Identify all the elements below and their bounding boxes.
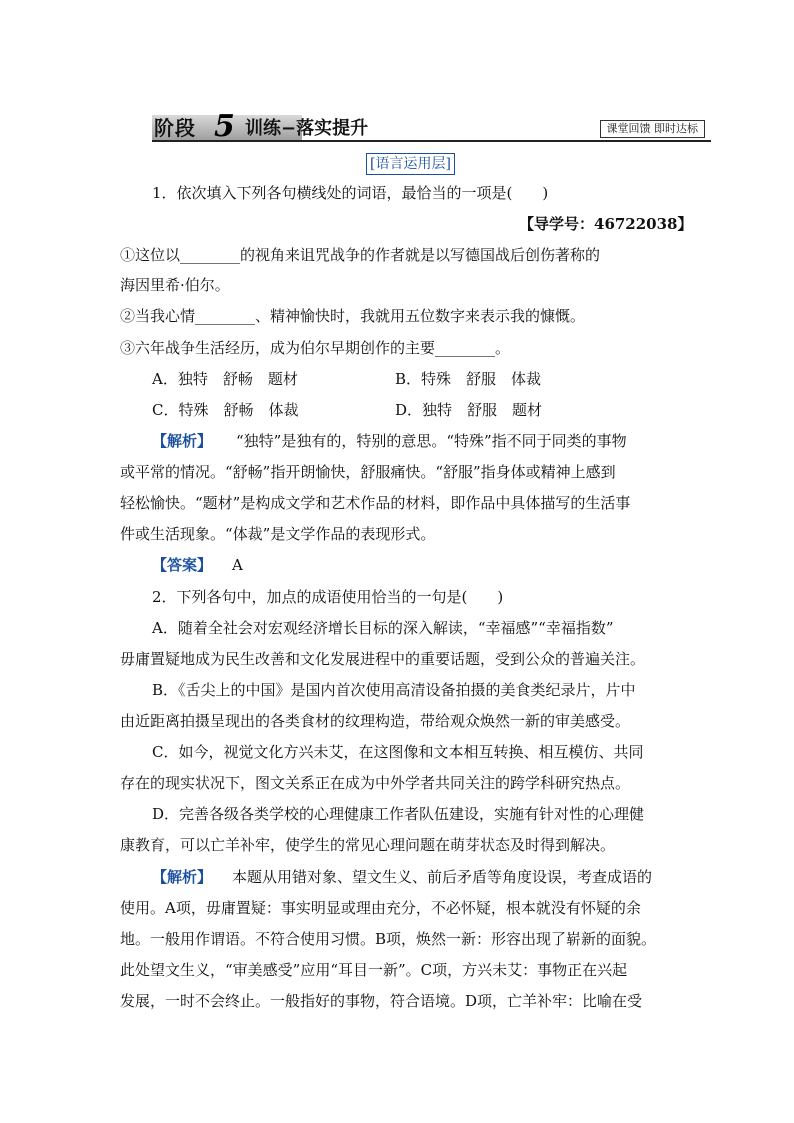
q2-option-a-line-2: 毋庸置疑地成为民生改善和文化发展进程中的重要话题，受到公众的普遍关注。 <box>120 650 646 668</box>
stage-banner <box>152 109 711 144</box>
q1-analysis-line-4: 件或生活现象。“体裁”是文学作品的表现形式。 <box>120 525 436 543</box>
q1-stem: 1．依次填入下列各句横线处的词语，最恰当的一项是( ) <box>152 184 549 202</box>
q1-option-a: A．独特 舒畅 题材 <box>152 370 298 388</box>
q1-analysis-line-2: 或平常的情况。“舒畅”指开朗愉快，舒服痛快。“舒服”指身体或精神上感到 <box>120 463 616 481</box>
q2-option-c-line-1: C．如今，视觉文化方兴未艾，在这图像和文本相互转换、相互模仿、共同 <box>152 743 644 761</box>
q2-analysis-line-2: 使用。A项，毋庸置疑：事实明显或理由充分，不必怀疑，根本就没有怀疑的余 <box>120 899 641 917</box>
q2-option-b-line-2: 由近距离拍摄呈现出的各类食材的纹理构造，带给观众焕然一新的审美感受。 <box>120 712 631 730</box>
q2-option-c-line-2: 存在的现实状况下，图文关系正在成为中外学者共同关注的跨学科研究热点。 <box>120 774 631 792</box>
q1-option-b: B．特殊 舒服 体裁 <box>395 370 542 388</box>
q2-analysis-line-3: 地。一般用作谓语。不符合使用习惯。B项，焕然一新：形容出现了崭新的面貌。 <box>120 930 657 948</box>
q2-stem: 2．下列各句中，加点的成语使用恰当的一句是( ) <box>152 588 504 606</box>
stage-number: 5 <box>214 109 235 144</box>
q2-analysis-line-4: 此处望文生义，“审美感受”应用“耳目一新”。C项，方兴未艾：事物正在兴起 <box>120 961 628 979</box>
q2-option-d-line-2: 康教育，可以亡羊补牢，使学生的常见心理问题在萌芽状态及时得到解决。 <box>120 836 616 854</box>
section-label: [语言运用层] <box>366 153 455 175</box>
q2-analysis-line-1: 本题从用错对象、望文生义、前后矛盾等角度设误，考查成语的 <box>232 868 653 886</box>
guide-number: 【导学号：46722038】 <box>519 215 693 233</box>
q1-sentence-2: ②当我心情________、精神愉快时，我就用五位数字来表示我的慷慨。 <box>120 307 586 325</box>
q1-sentence-1a: ①这位以________的视角来诅咒战争的作者就是以写德国战后创伤著称的 <box>120 246 601 264</box>
q1-option-d: D．独特 舒服 题材 <box>395 401 543 419</box>
q2-analysis-line-5: 发展，一时不会终止。一般指好的事物，符合语境。D项，亡羊补牢：比喻在受 <box>120 992 643 1010</box>
q1-sentence-1b: 海因里希·伯尔。 <box>120 276 230 294</box>
q1-sentence-3: ③六年战争生活经历，成为伯尔早期创作的主要________。 <box>120 339 511 357</box>
q1-analysis-line-3: 轻松愉快。“题材”是构成文学和艺术作品的材料，即作品中具体描写的生活事 <box>120 494 631 512</box>
q1-analysis-line-1: “独特”是独有的，特别的意思。“特殊”指不同于同类的事物 <box>236 432 627 450</box>
q2-option-d-line-1: D．完善各级各类学校的心理健康工作者队伍建设，实施有针对性的心理健 <box>152 805 645 823</box>
q1-option-c: C．特殊 舒畅 体裁 <box>152 401 299 419</box>
stage-label: 阶段 <box>154 116 196 140</box>
q2-analysis-label: 【解析】 <box>152 868 213 886</box>
q1-answer: A <box>232 556 243 574</box>
q1-answer-label: 【答案】 <box>152 556 213 574</box>
banner-title: 训练−落实提升 <box>245 118 369 139</box>
q2-option-a-line-1: A．随着全社会对宏观经济增长目标的深入解读，“幸福感”“幸福指数” <box>152 619 614 637</box>
banner-underline <box>152 140 711 142</box>
banner-tag: 课堂回馈 即时达标 <box>600 120 706 138</box>
q2-option-b-line-1: B．《舌尖上的中国》是国内首次使用高清设备拍摄的美食类纪录片，片中 <box>152 681 636 699</box>
q1-analysis-label: 【解析】 <box>152 432 213 450</box>
